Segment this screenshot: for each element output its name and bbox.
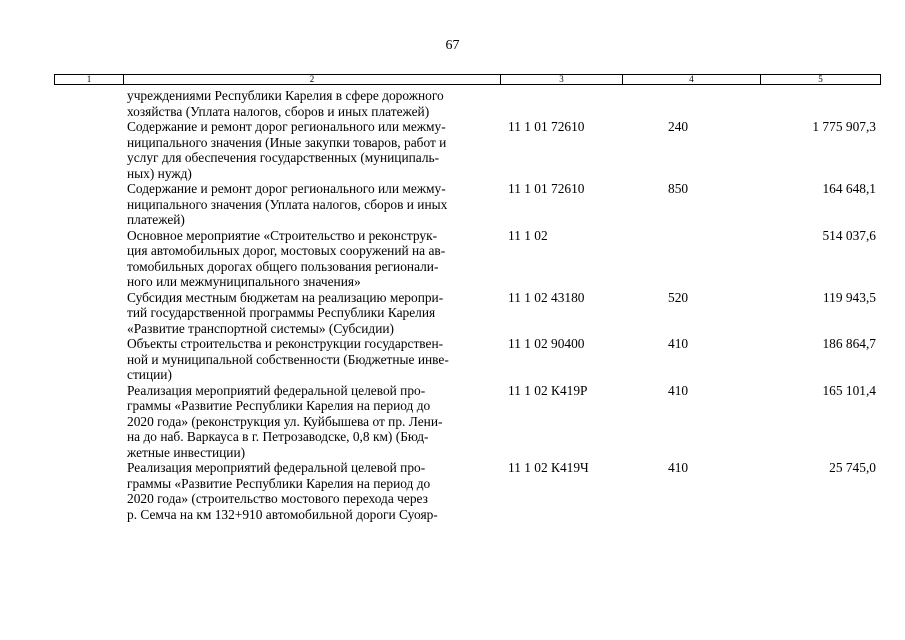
header-col-2: 2 <box>123 75 500 84</box>
header-col-4: 4 <box>622 75 760 84</box>
description-line: услуг для обеспечения государственных (муниципаль- <box>127 150 440 165</box>
description-line: 2020 года» (строительство мостового перехода через <box>127 491 428 506</box>
amount: 514 037,6 <box>822 227 876 243</box>
amount: 164 648,1 <box>822 181 876 196</box>
description-line: ной и муниципальной собственности (Бюджетные инве- <box>127 351 449 367</box>
description-line: хозяйства (Уплата налогов, сборов и иных платежей) <box>127 103 430 119</box>
table-row <box>0 119 905 181</box>
description-line: граммы «Развитие Республики Карелия на период до <box>127 398 431 413</box>
description-line: платежей) <box>127 212 185 227</box>
description-line: стиции) <box>127 367 172 382</box>
table-row <box>0 290 905 337</box>
target-code: 11 1 02 К419Ч <box>508 460 589 475</box>
description-line: Субсидия местным бюджетам на реализацию меропри- <box>127 289 444 305</box>
description-line: Объекты строительства и реконструкции государствен- <box>127 336 444 351</box>
target-code: 11 1 02 <box>508 227 548 243</box>
description-line: жетные инвестиции) <box>127 444 246 460</box>
row-description <box>127 228 489 290</box>
description-line: ниципального значения (Уплата налогов, сборов и иных <box>127 196 448 212</box>
header-col-5: 5 <box>760 75 880 84</box>
description-line: «Развитие транспортной системы» (Субсидии) <box>127 320 395 336</box>
amount: 119 943,5 <box>822 289 876 305</box>
row-description <box>127 383 489 461</box>
amount: 186 864,7 <box>822 336 876 351</box>
description-line: р. Семча на км 132+910 автомобильной дороги Суояр- <box>127 506 438 522</box>
description-line: Содержание и ремонт дорог регионального или межму- <box>127 119 446 134</box>
description-line: учреждениями Республики Карелия в сфере дорожного <box>127 88 444 103</box>
description-line: томобильных дорогах общего пользования регионали- <box>127 258 439 274</box>
table-row <box>0 383 905 461</box>
table-body <box>0 88 905 522</box>
row-description <box>127 460 489 522</box>
description-line: 2020 года» (реконструкция ул. Куйбышева от пр. Лени- <box>127 413 443 429</box>
description-line: ных) нужд) <box>127 165 192 181</box>
table-row <box>0 460 905 522</box>
description-line: ниципального значения (Иные закупки товаров, работ и <box>127 134 447 150</box>
amount: 165 101,4 <box>822 382 876 398</box>
target-code: 11 1 01 72610 <box>508 119 585 134</box>
table-row <box>0 88 905 119</box>
expense-type: 410 <box>668 382 689 398</box>
description-line: Реализация мероприятий федеральной целевой про- <box>127 382 426 398</box>
description-line: на до наб. Варкауса в г. Петрозаводске, 0,8 км) (Бюд- <box>127 429 429 444</box>
page-number: 67 <box>445 38 460 53</box>
target-code: 11 1 02 43180 <box>508 289 585 305</box>
expense-type: 410 <box>668 460 689 475</box>
table-row <box>0 336 905 383</box>
amount: 25 745,0 <box>829 460 876 475</box>
description-line: Реализация мероприятий федеральной целевой про- <box>127 460 426 475</box>
expense-type: 410 <box>668 336 689 351</box>
expense-type: 520 <box>668 289 689 305</box>
row-description <box>127 290 489 337</box>
description-line: граммы «Развитие Республики Карелия на период до <box>127 475 431 491</box>
expense-type: 850 <box>668 181 689 196</box>
amount: 1 775 907,3 <box>812 119 876 134</box>
description-line: тий государственной программы Республики Карелия <box>127 305 436 320</box>
description-line: ного или межмуниципального значения» <box>127 274 361 289</box>
description-line: Основное мероприятие «Строительство и реконструк- <box>127 227 438 243</box>
target-code: 11 1 01 72610 <box>508 181 585 196</box>
row-description <box>127 88 489 119</box>
description-line: Содержание и ремонт дорог регионального или межму- <box>127 181 446 196</box>
table-row <box>0 228 905 290</box>
header-col-3: 3 <box>500 75 622 84</box>
target-code: 11 1 02 90400 <box>508 336 585 351</box>
row-description <box>127 336 489 383</box>
row-description <box>127 119 489 181</box>
header-col-1: 1 <box>86 74 92 84</box>
target-code: 11 1 02 К419Р <box>508 382 588 398</box>
table-row <box>0 181 905 228</box>
description-line: ция автомобильных дорог, мостовых сооружений на ав- <box>127 243 446 258</box>
expense-type: 240 <box>668 119 689 134</box>
table-header <box>54 74 881 85</box>
row-description <box>127 181 489 228</box>
